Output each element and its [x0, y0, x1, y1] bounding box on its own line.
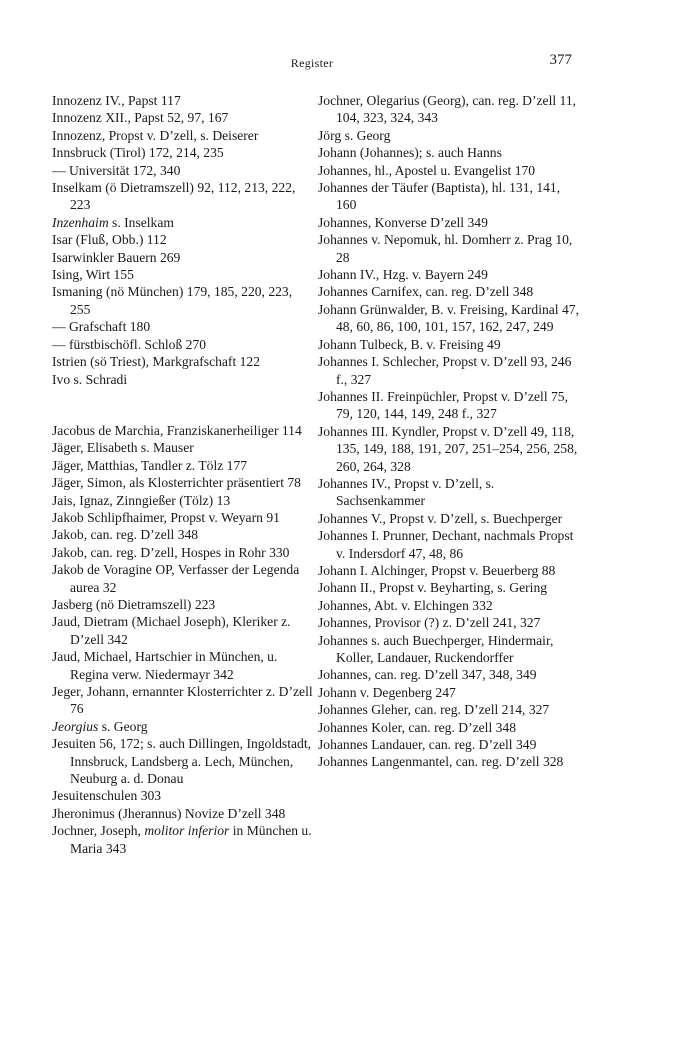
index-entry: Johann Tulbeck, B. v. Freising 49	[318, 336, 501, 352]
index-entry	[52, 822, 314, 857]
index-entry: Johannes, can. reg. D’zell 347, 348, 349	[318, 667, 537, 683]
index-entry: Ismaning (nö München) 179, 185, 220, 223, 255	[52, 284, 293, 317]
index-entry: Jakob, can. reg. D’zell, Hospes in Rohr 330	[52, 544, 290, 560]
index-entry: Johannes I. Prunner, Dechant, nachmals Propst v. Indersdorf 47, 48, 86	[318, 528, 574, 561]
index-column-left	[52, 92, 314, 857]
index-entry-italic-term: Inzenhaim	[52, 214, 109, 230]
index-entry: Johannes s. auch Buechperger, Hindermair, Koller, Landauer, Ruckendorffer	[318, 632, 554, 665]
index-entry: Innozenz, Propst v. D’zell, s. Deiserer	[52, 127, 259, 143]
index-entry: Jacobus de Marchia, Franziskanerheiliger 114	[52, 422, 302, 438]
index-entry: Jesuiten 56, 172; s. auch Dillingen, Ingoldstadt, Innsbruck, Landsberg a. Lech, München, Neuburg a. d. Donau	[52, 736, 312, 787]
index-entry: Jakob, can. reg. D’zell 348	[52, 527, 199, 543]
index-entry-italic-term: Jeorgius	[52, 718, 99, 734]
index-entry-italic-term: molitor inferior	[144, 823, 230, 839]
page-header	[52, 52, 572, 74]
index-entry: — fürstbischöfl. Schloß 270	[52, 336, 207, 352]
index-entry: Johannes, Abt. v. Elchingen 332	[318, 597, 493, 613]
index-entry: Johannes, hl., Apostel u. Evangelist 170	[318, 162, 536, 178]
index-column-right	[318, 92, 580, 771]
index-entry: Jasberg (nö Dietramszell) 223	[52, 596, 216, 612]
index-entry: Istrien (sö Triest), Markgrafschaft 122	[52, 354, 261, 370]
page-number: 377	[549, 52, 572, 68]
index-entry: Innsbruck (Tirol) 172, 214, 235	[52, 145, 224, 161]
index-entry: Johann (Johannes); s. auch Hanns	[318, 145, 502, 161]
index-entry: Johannes Landauer, can. reg. D’zell 349	[318, 737, 537, 753]
index-entry: Johannes, Konverse D’zell 349	[318, 214, 488, 230]
index-entry: Johannes v. Nepomuk, hl. Domherr z. Prag 10, 28	[318, 232, 573, 265]
index-entry: Jochner, Olegarius (Georg), can. reg. D’zell 11, 104, 323, 324, 343	[318, 93, 577, 126]
index-entry	[52, 214, 314, 231]
index-entry: Innozenz IV., Papst 117	[52, 93, 181, 108]
index-entry: Jörg s. Georg	[318, 127, 391, 143]
index-entry: Johannes Carnifex, can. reg. D’zell 348	[318, 284, 534, 300]
index-entry: Johannes IV., Propst v. D’zell, s. Sachsenkammer	[318, 475, 495, 509]
index-entry: Johann Grünwalder, B. v. Freising, Kardinal 47, 48, 60, 86, 100, 101, 157, 162, 247, 249	[318, 301, 579, 335]
index-entry: Jakob de Voragine OP, Verfasser der Legenda aurea 32	[52, 562, 300, 595]
index-entry-text: s. Georg	[101, 718, 148, 734]
index-entry: Isar (Fluß, Obb.) 112	[52, 232, 167, 248]
index-entry: Johannes der Täufer (Baptista), hl. 131, 141, 160	[318, 180, 561, 213]
index-entry: Johannes Gleher, can. reg. D’zell 214, 327	[318, 702, 550, 718]
index-entry-text: Jochner, Joseph,	[52, 823, 141, 839]
index-entry: Inselkam (ö Dietramszell) 92, 112, 213, 222, 223	[52, 180, 296, 213]
index-entry: Johann II., Propst v. Beyharting, s. Gering	[318, 580, 548, 596]
index-entry: Ivo s. Schradi	[52, 371, 128, 387]
index-entry: Johannes II. Freinpüchler, Propst v. D’zell 75, 79, 120, 144, 149, 248 f., 327	[318, 388, 569, 422]
index-entry: Innozenz XII., Papst 52, 97, 167	[52, 110, 229, 126]
index-entry	[52, 718, 314, 735]
index-entry: Jesuitenschulen 303	[52, 788, 162, 804]
index-entry-text: s. Inselkam	[112, 214, 174, 230]
index-entry: Ising, Wirt 155	[52, 267, 134, 283]
index-entry: Johannes I. Schlecher, Propst v. D’zell 93, 246 f., 327	[318, 354, 572, 387]
index-entry: Johann v. Degenberg 247	[318, 684, 456, 700]
running-head: Register	[290, 56, 334, 70]
index-entry: Jais, Ignaz, Zinngießer (Tölz) 13	[52, 492, 231, 508]
index-entry: Johannes III. Kyndler, Propst v. D’zell 49, 118, 135, 149, 188, 191, 207, 251–254, 256, 258, 260, 264, 328	[318, 423, 578, 474]
index-entry: Johann IV., Hzg. v. Bayern 249	[318, 267, 488, 283]
index-entry: Johannes V., Propst v. D’zell, s. Buechperger	[318, 510, 563, 526]
index-entry: Jaud, Michael, Hartschier in München, u. Regina verw. Niedermayr 342	[52, 649, 278, 682]
index-entry: Jaud, Dietram (Michael Joseph), Kleriker z. D’zell 342	[52, 614, 291, 647]
index-entry: Jeger, Johann, ernannter Klosterrichter z. D’zell 76	[52, 684, 313, 717]
index-entry-text-after: in München u. Maria 343	[70, 823, 312, 856]
index-entry: Johannes Koler, can. reg. D’zell 348	[318, 719, 517, 735]
section-spacer	[52, 388, 314, 422]
index-entry: — Grafschaft 180	[52, 319, 151, 335]
index-entry: Jheronimus (Jherannus) Novize D’zell 348	[52, 805, 286, 821]
index-entry: Jakob Schlipfhaimer, Propst v. Weyarn 91	[52, 509, 280, 525]
index-entry: Jäger, Elisabeth s. Mauser	[52, 440, 194, 456]
index-entry: Isarwinkler Bauern 269	[52, 249, 181, 265]
index-entry: Johannes Langenmantel, can. reg. D’zell 328	[318, 754, 564, 770]
index-entry: Jäger, Simon, als Klosterrichter präsentiert 78	[52, 475, 301, 491]
index-entry: — Universität 172, 340	[52, 162, 181, 178]
index-entry: Johannes, Provisor (?) z. D’zell 241, 327	[318, 615, 541, 631]
index-entry: Jäger, Matthias, Tandler z. Tölz 177	[52, 457, 248, 473]
index-entry: Johann I. Alchinger, Propst v. Beuerberg 88	[318, 562, 556, 578]
